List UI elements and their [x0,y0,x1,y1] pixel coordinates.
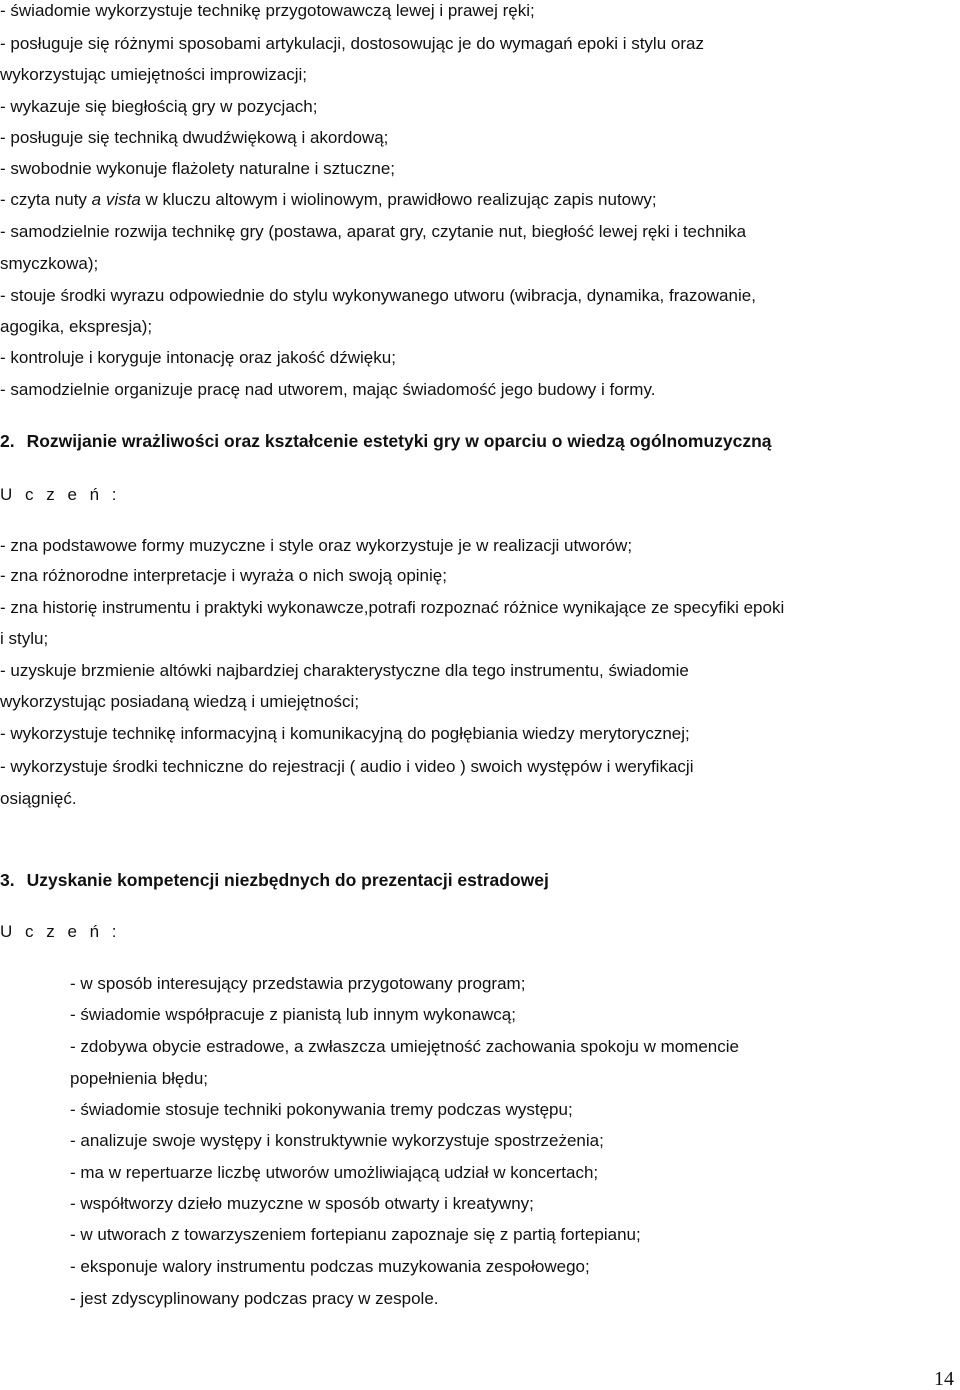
list-item: - stouje środki wyrazu odpowiednie do stylu wykonywanego utworu (wibracja, dynamika, frazowanie, [0,286,756,305]
list-item: - posługuje się różnymi sposobami artykulacji, dostosowując je do wymagań epoki i stylu oraz [0,34,704,53]
list-item: - zna różnorodne interpretacje i wyraża o nich swoją opinię; [0,566,447,585]
list-item: - wykazuje się biegłością gry w pozycjach; [0,97,318,116]
list-item-text: - czyta nuty [0,190,92,209]
list-item: - eksponuje walory instrumentu podczas muzykowania zespołowego; [70,1257,590,1276]
section-number: 2. [0,431,15,451]
list-item: - zna historię instrumentu i praktyki wykonawcze,potrafi rozpoznać różnice wynikające ze specyfiki epoki [0,598,785,617]
list-item: - samodzielnie organizuje pracę nad utworem, mając świadomość jego budowy i formy. [0,380,656,399]
list-item: wykorzystując umiejętności improwizacji; [0,65,308,84]
list-item: smyczkowa); [0,254,99,273]
list-item: - swobodnie wykonuje flażolety naturalne i sztuczne; [0,159,395,178]
list-item: wykorzystując posiadaną wiedzą i umiejętności; [0,692,360,711]
list-item-text: w kluczu altowym i wiolinowym, prawidłowo realizując zapis nutowy; [140,190,657,209]
list-item: - świadomie stosuje techniki pokonywania tremy podczas występu; [70,1100,573,1119]
list-item: - kontroluje i koryguje intonację oraz jakość dźwięku; [0,348,396,367]
list-item: - wykorzystuje technikę informacyjną i komunikacyjną do pogłębiania wiedzy merytorycznej; [0,724,690,743]
section-label: U c z e ń : [0,922,121,941]
section-heading [0,869,549,891]
list-item: - jest zdyscyplinowany podczas pracy w zespole. [70,1289,439,1308]
list-item: - świadomie wykorzystuje technikę przygotowawczą lewej i prawej ręki; [0,1,535,20]
list-item: - ma w repertuarze liczbę utworów umożliwiającą udział w koncertach; [70,1163,599,1182]
section-title: Rozwijanie wrażliwości oraz kształcenie estetyki gry w oparciu o wiedzą ogólnomuzyczną [26,431,772,451]
list-item: - w sposób interesujący przedstawia przygotowany program; [70,974,526,993]
section-number: 3. [0,870,15,890]
list-item: - samodzielnie rozwija technikę gry (postawa, aparat gry, czytanie nut, biegłość lewej ręki i technika [0,222,747,241]
list-item: - współtworzy dzieło muzyczne w sposób otwarty i kreatywny; [70,1194,534,1213]
section-title: Uzyskanie kompetencji niezbędnych do prezentacji estradowej [26,870,549,890]
list-item: - uzyskuje brzmienie altówki najbardziej charakterystyczne dla tego instrumentu, świadomie [0,661,689,680]
list-item: - w utworach z towarzyszeniem fortepianu zapoznaje się z partią fortepianu; [70,1225,641,1244]
list-item: - świadomie współpracuje z pianistą lub innym wykonawcą; [70,1005,516,1024]
list-item [0,189,657,211]
section-label: U c z e ń : [0,485,121,504]
list-item: osiągnięć. [0,789,77,808]
list-item: agogika, ekspresja); [0,317,153,336]
list-item: - analizuje swoje występy i konstruktywnie wykorzystuje spostrzeżenia; [70,1131,604,1150]
section-heading [0,430,772,452]
page-number: 14 [934,1368,954,1390]
list-item: - zdobywa obycie estradowe, a zwłaszcza umiejętność zachowania spokoju w momencie [70,1037,739,1056]
list-item: - wykorzystuje środki techniczne do rejestracji ( audio i video ) swoich występów i weryfikacji [0,757,694,776]
list-item: popełnienia błędu; [70,1069,209,1088]
list-item: i stylu; [0,629,49,648]
italic-term: a vista [91,190,141,209]
list-item: - posługuje się techniką dwudźwiękową i akordową; [0,128,389,147]
list-item: - zna podstawowe formy muzyczne i style oraz wykorzystuje je w realizacji utworów; [0,536,633,555]
